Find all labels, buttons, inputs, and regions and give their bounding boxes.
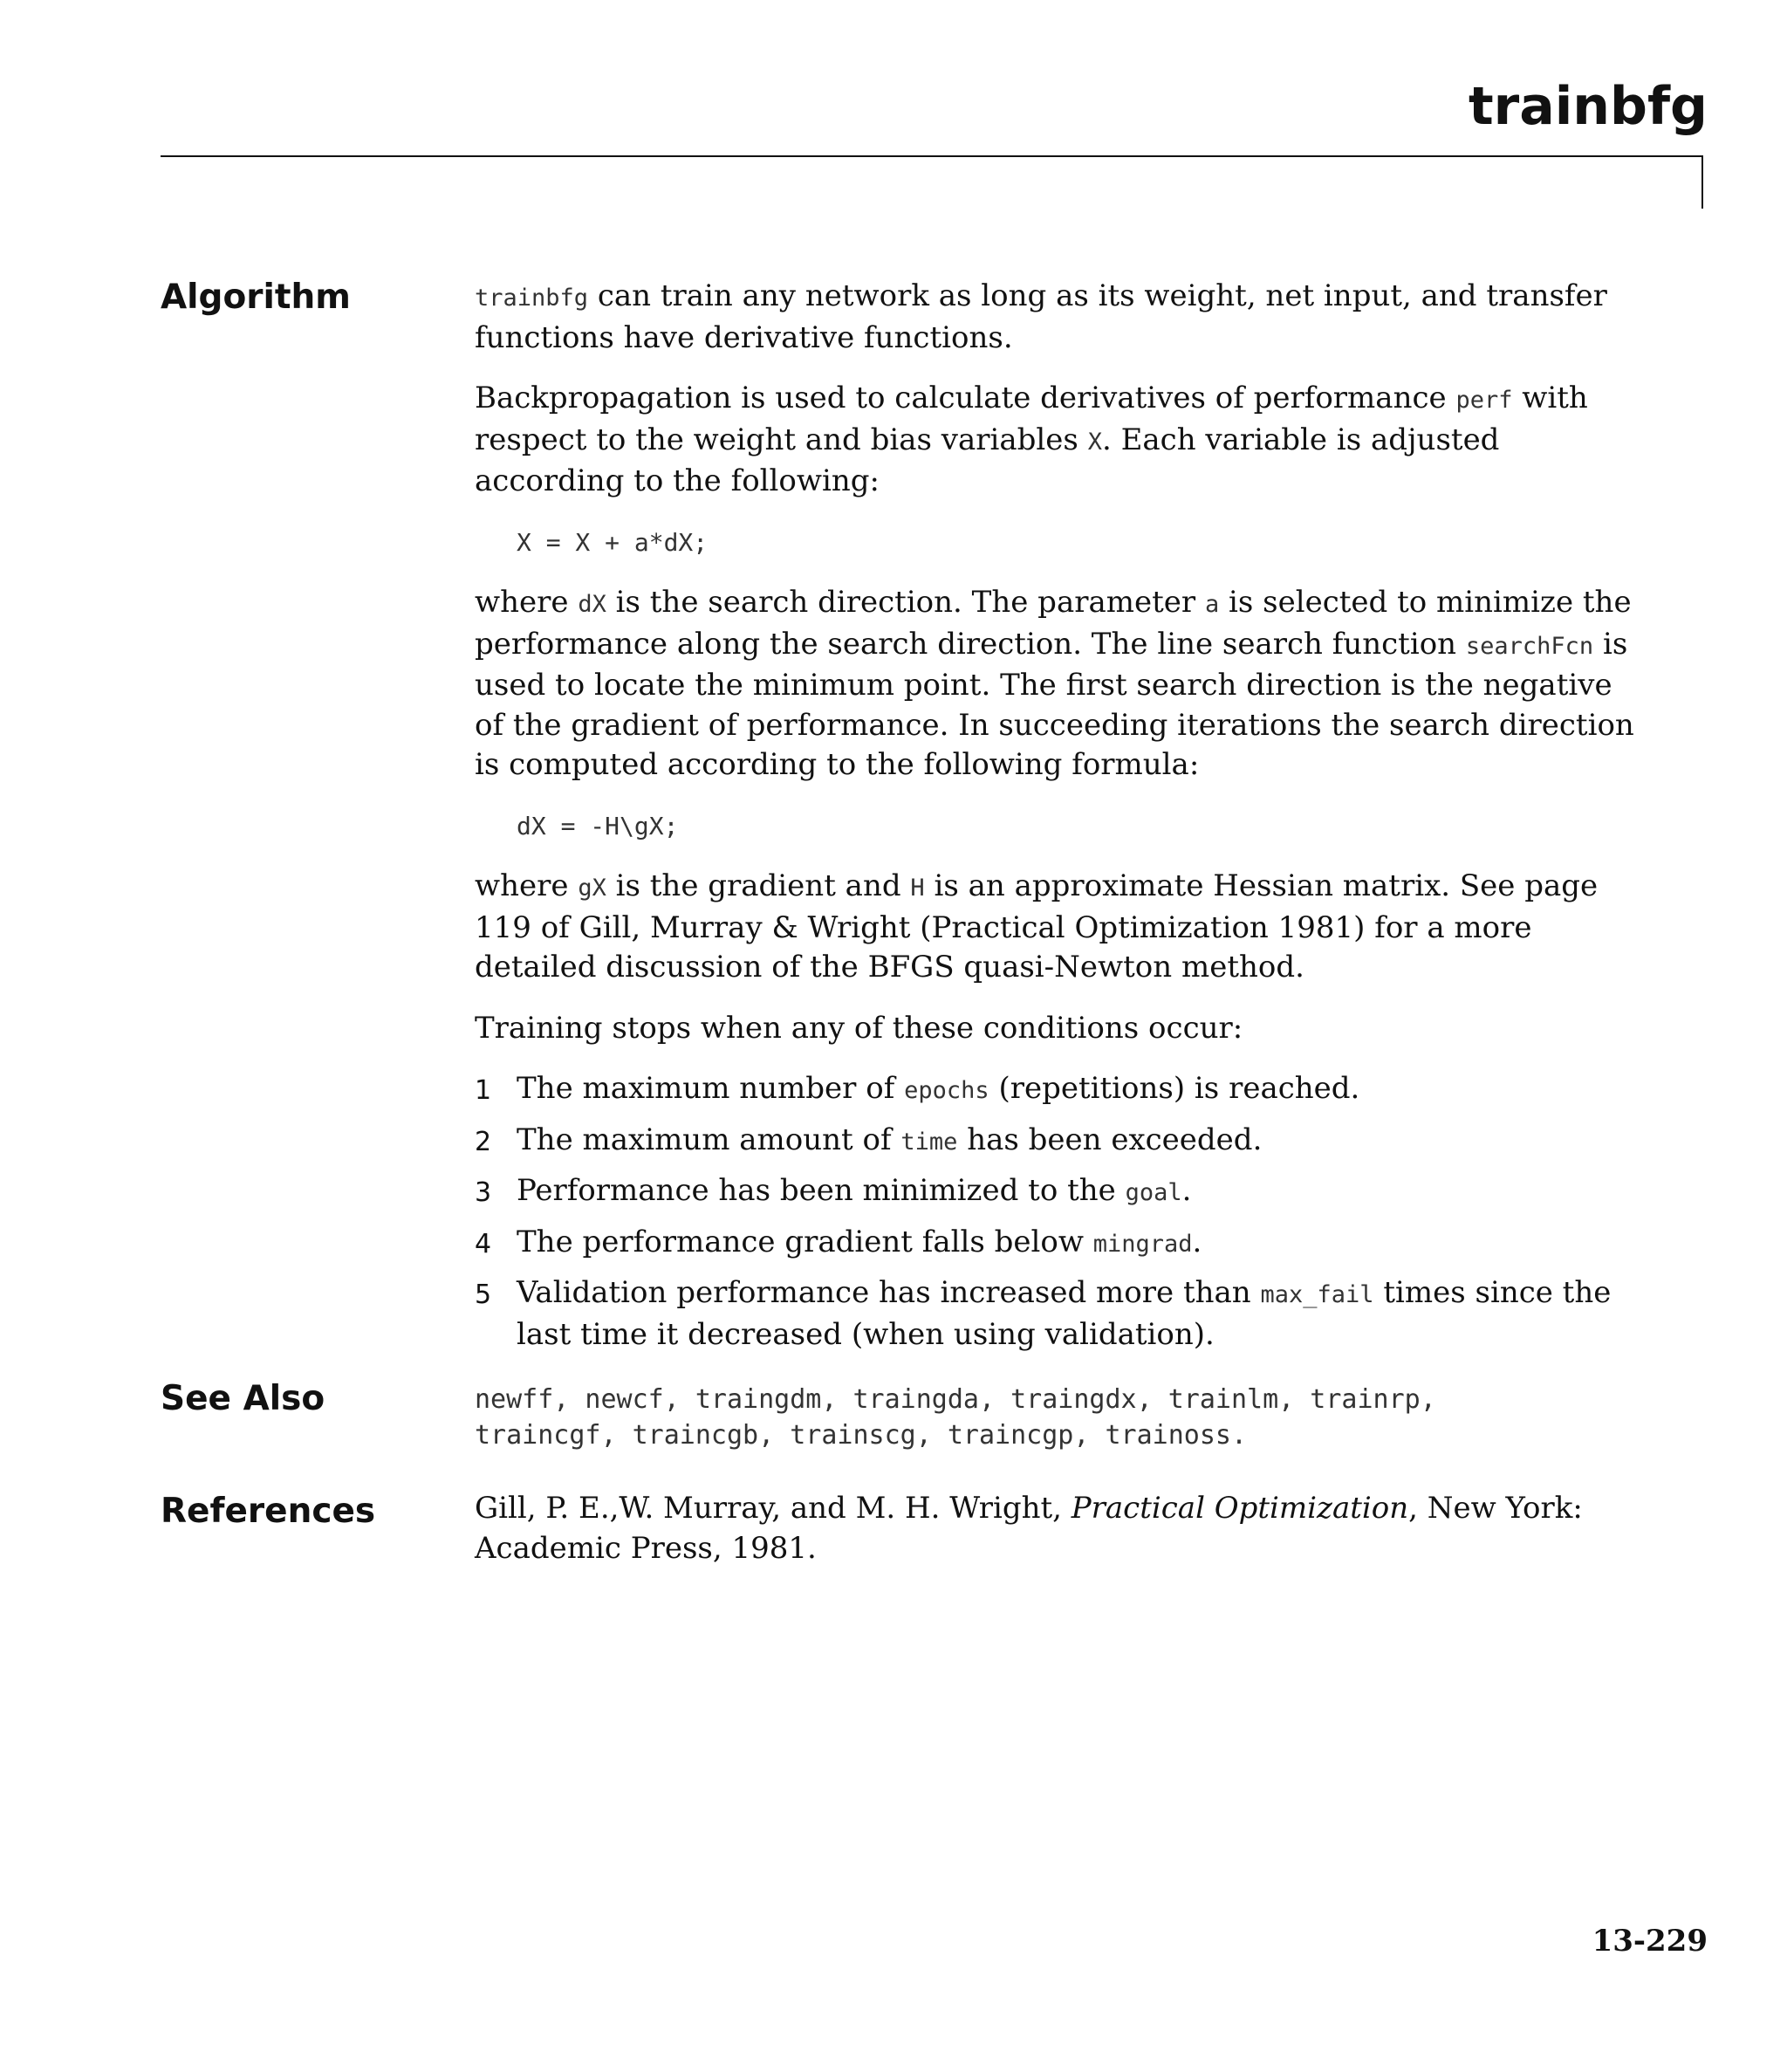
algorithm-paragraph-3 bbox=[475, 583, 1635, 786]
paragraph-text: is an approximate Hessian matrix. See page 119 of Gill, Murray & Wright (Practical Optimization 1981) for a more detailed discussion of the BFGS quasi-Newton method. bbox=[475, 868, 1599, 985]
list-text: The maximum amount of bbox=[517, 1122, 901, 1157]
list-text: . bbox=[1192, 1224, 1202, 1259]
inline-code: H bbox=[910, 875, 925, 902]
list-number: 2 bbox=[475, 1126, 492, 1157]
list-text: has been exceeded. bbox=[957, 1122, 1263, 1157]
algorithm-paragraph-1 bbox=[475, 277, 1635, 358]
inline-code: mingrad bbox=[1092, 1230, 1193, 1258]
list-item bbox=[475, 1171, 1635, 1213]
inline-code: time bbox=[900, 1128, 958, 1156]
page-number: 13-229 bbox=[1592, 1924, 1708, 1959]
list-text: The performance gradient falls below bbox=[517, 1224, 1093, 1259]
list-text: The maximum number of bbox=[517, 1071, 905, 1106]
paragraph-text: can train any network as long as its weight, net input, and transfer functions have derivative functions. bbox=[475, 278, 1607, 355]
list-number: 3 bbox=[475, 1177, 492, 1208]
see-also-line-2: traincgf, traincgb, trainscg, traincgp, trainoss. bbox=[475, 1420, 1248, 1451]
see-also-content bbox=[475, 1382, 1635, 1453]
list-text: times since the last time it decreased (when using validation). bbox=[517, 1275, 1612, 1352]
header-rule-tick bbox=[1701, 155, 1703, 209]
inline-code: trainbfg bbox=[475, 285, 589, 312]
algorithm-paragraph-5: Training stops when any of these conditions occur: bbox=[475, 1010, 1243, 1046]
inline-code: gX bbox=[578, 875, 606, 902]
list-item bbox=[475, 1069, 1635, 1111]
list-number: 1 bbox=[475, 1075, 492, 1106]
algorithm-paragraph-2 bbox=[475, 379, 1635, 502]
code-example-update: X = X + a*dX; bbox=[517, 527, 709, 557]
list-item bbox=[475, 1223, 1635, 1265]
citation-text: Gill, P. E.,W. Murray, and M. H. Wright, bbox=[475, 1491, 1072, 1526]
inline-code: goal bbox=[1125, 1179, 1182, 1206]
stop-conditions-list bbox=[475, 1069, 1635, 1355]
list-number: 5 bbox=[475, 1280, 492, 1310]
paragraph-text: is the search direction. The parameter bbox=[606, 585, 1205, 620]
paragraph-text: where bbox=[475, 585, 579, 620]
list-item bbox=[475, 1273, 1635, 1355]
inline-code: perf bbox=[1455, 387, 1513, 414]
list-item bbox=[475, 1121, 1635, 1163]
paragraph-text: is the gradient and bbox=[606, 868, 911, 903]
list-text: (repetitions) is reached. bbox=[989, 1071, 1360, 1106]
citation-title: Practical Optimization bbox=[1071, 1491, 1409, 1526]
inline-code: X bbox=[1087, 428, 1102, 456]
paragraph-text: with respect to the weight and bias variables bbox=[475, 381, 1588, 457]
paragraph-text: is used to locate the minimum point. The first search direction is the negative of the gradient of performance. In succeeding iterations the search direction is computed according to the following formula: bbox=[475, 626, 1634, 782]
references-heading: References bbox=[161, 1492, 376, 1531]
algorithm-paragraph-4 bbox=[475, 867, 1635, 988]
inline-code: max_fail bbox=[1260, 1281, 1374, 1308]
list-text: . bbox=[1181, 1173, 1192, 1208]
inline-code: epochs bbox=[904, 1077, 989, 1104]
code-example-direction: dX = -H\gX; bbox=[517, 811, 679, 840]
reference-citation bbox=[475, 1489, 1635, 1568]
header-rule bbox=[161, 155, 1703, 157]
references-content bbox=[475, 1489, 1635, 1589]
algorithm-heading: Algorithm bbox=[161, 278, 351, 317]
see-also-heading: See Also bbox=[161, 1379, 325, 1418]
list-text: Validation performance has increased more than bbox=[517, 1275, 1261, 1310]
paragraph-text: Backpropagation is used to calculate derivatives of performance bbox=[475, 381, 1456, 415]
inline-code: a bbox=[1204, 591, 1220, 618]
paragraph-text: where bbox=[475, 868, 579, 903]
algorithm-content bbox=[475, 277, 1635, 1364]
inline-code: dX bbox=[578, 591, 606, 618]
paragraph-text: is selected to minimize the performance along the search direction. The line search function bbox=[475, 585, 1632, 662]
list-text: Performance has been minimized to the bbox=[517, 1173, 1126, 1208]
citation-text: , New York: Academic Press, 1981. bbox=[475, 1491, 1583, 1566]
page-title: trainbfg bbox=[1468, 76, 1708, 137]
list-number: 4 bbox=[475, 1228, 492, 1259]
see-also-line-1: newff, newcf, traingdm, traingda, traingdx, trainlm, trainrp, bbox=[475, 1384, 1436, 1415]
inline-code: searchFcn bbox=[1465, 632, 1594, 660]
paragraph-text: . Each variable is adjusted according to the following: bbox=[475, 422, 1500, 498]
